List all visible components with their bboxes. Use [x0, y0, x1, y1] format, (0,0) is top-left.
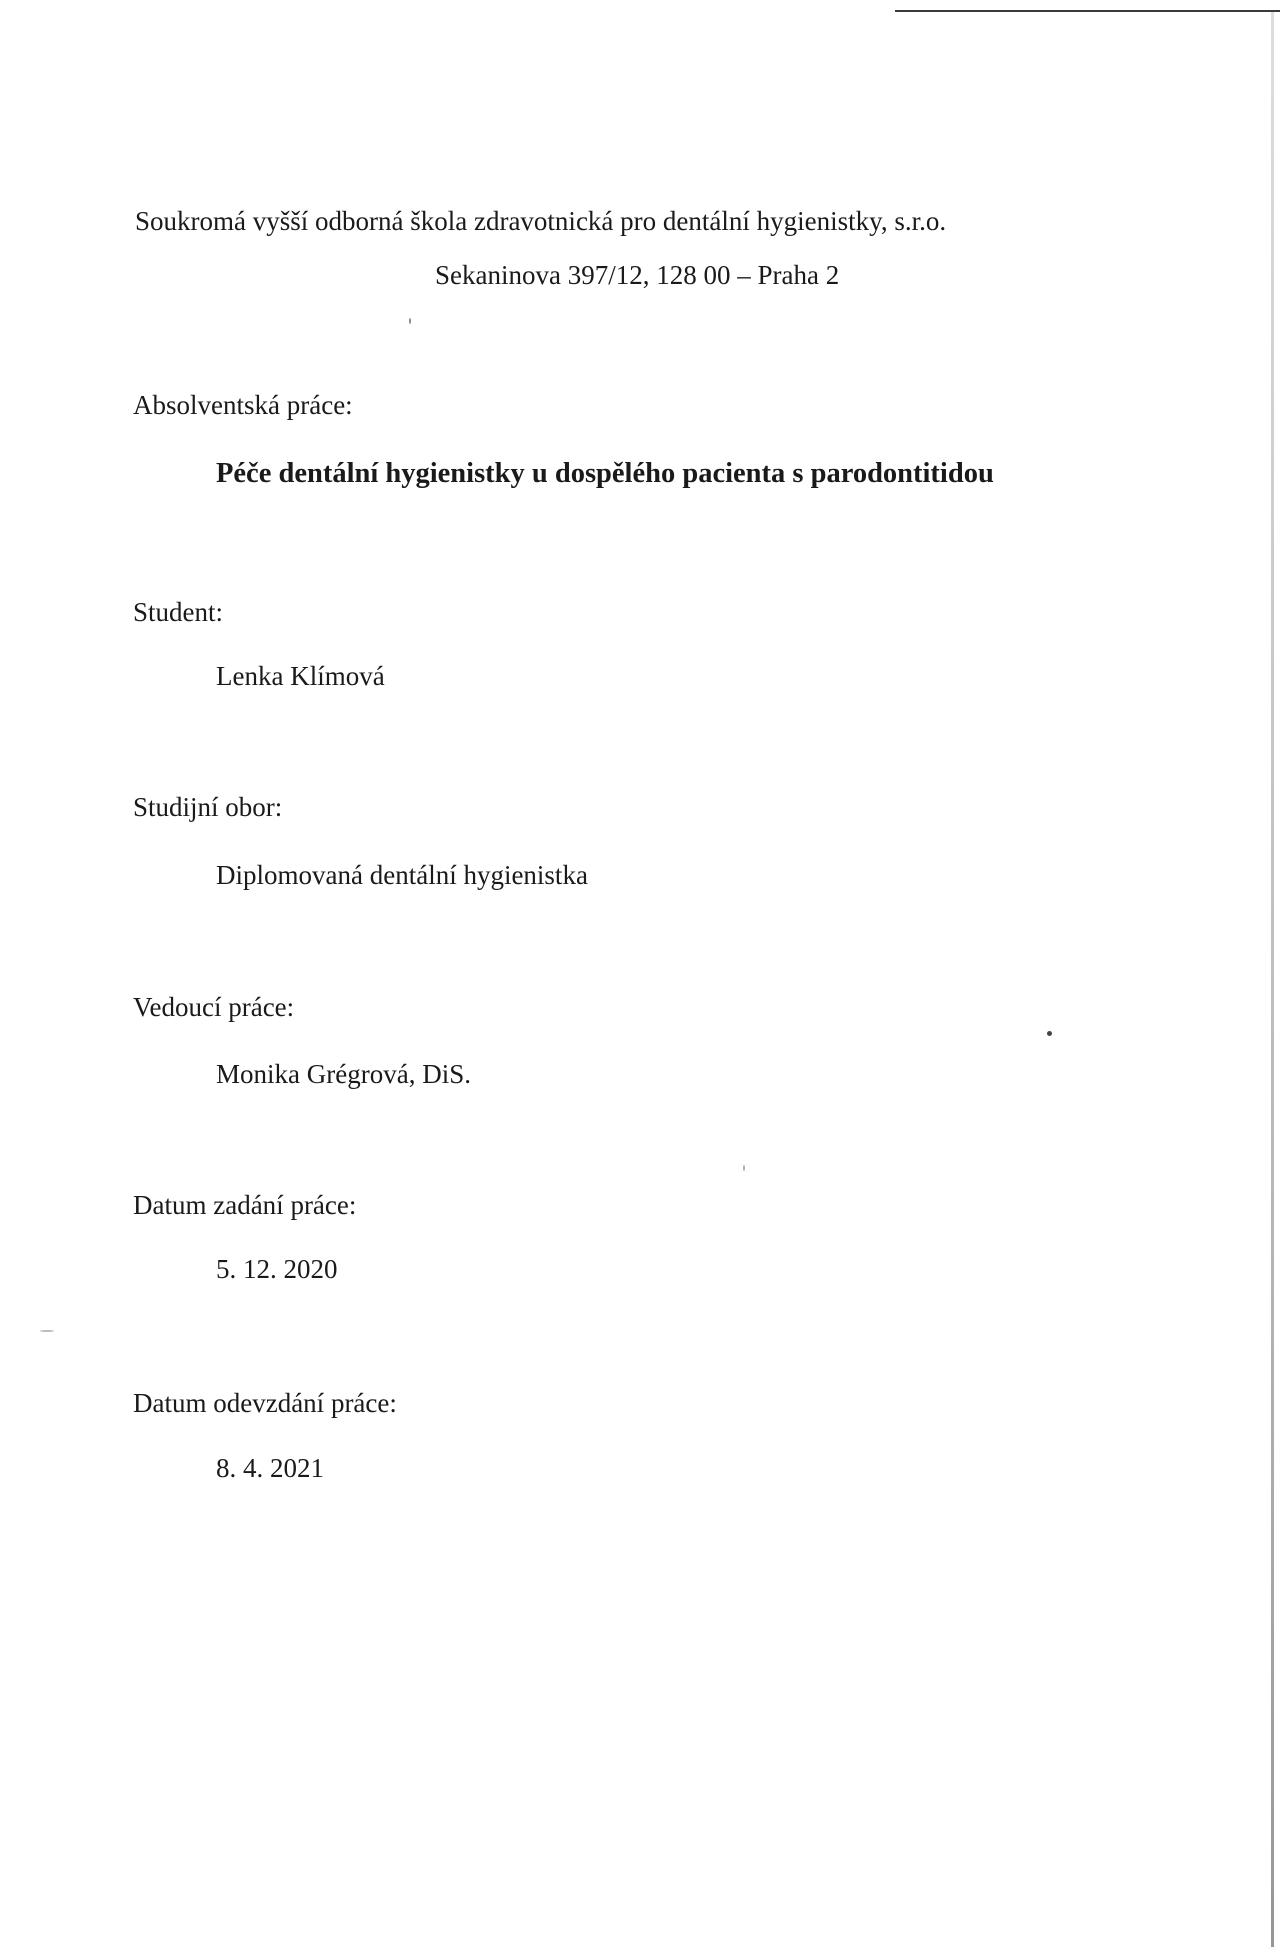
scan-edge-right: [1271, 12, 1274, 1947]
supervisor-label: Vedoucí práce:: [133, 992, 295, 1022]
date-submitted-value: 8. 4. 2021: [216, 1453, 324, 1483]
date-assigned-label: Datum zadání práce:: [133, 1190, 357, 1220]
thesis-title: Péče dentální hygienistky u dospělého pacienta s parodontitidou: [216, 458, 994, 489]
school-name: Soukromá vyšší odborná škola zdravotnická pro dentální hygienistky, s.r.o.: [135, 206, 947, 236]
scan-speck: [743, 1165, 745, 1171]
date-submitted-label: Datum odevzdání práce:: [133, 1388, 397, 1418]
student-name: Lenka Klímová: [216, 661, 385, 691]
scan-speck: [1047, 1031, 1052, 1036]
scan-speck: [409, 318, 411, 324]
thesis-label: Absolventská práce:: [133, 390, 353, 420]
school-address: Sekaninova 397/12, 128 00 – Praha 2: [435, 260, 840, 290]
supervisor-name: Monika Grégrová, DiS.: [216, 1059, 471, 1089]
scan-edge-top: [895, 10, 1280, 12]
scan-speck: [40, 1330, 54, 1332]
date-assigned-value: 5. 12. 2020: [216, 1254, 338, 1284]
student-label: Student:: [133, 597, 224, 627]
field-of-study-value: Diplomovaná dentální hygienistka: [216, 860, 588, 890]
field-of-study-label: Studijní obor:: [133, 792, 283, 822]
